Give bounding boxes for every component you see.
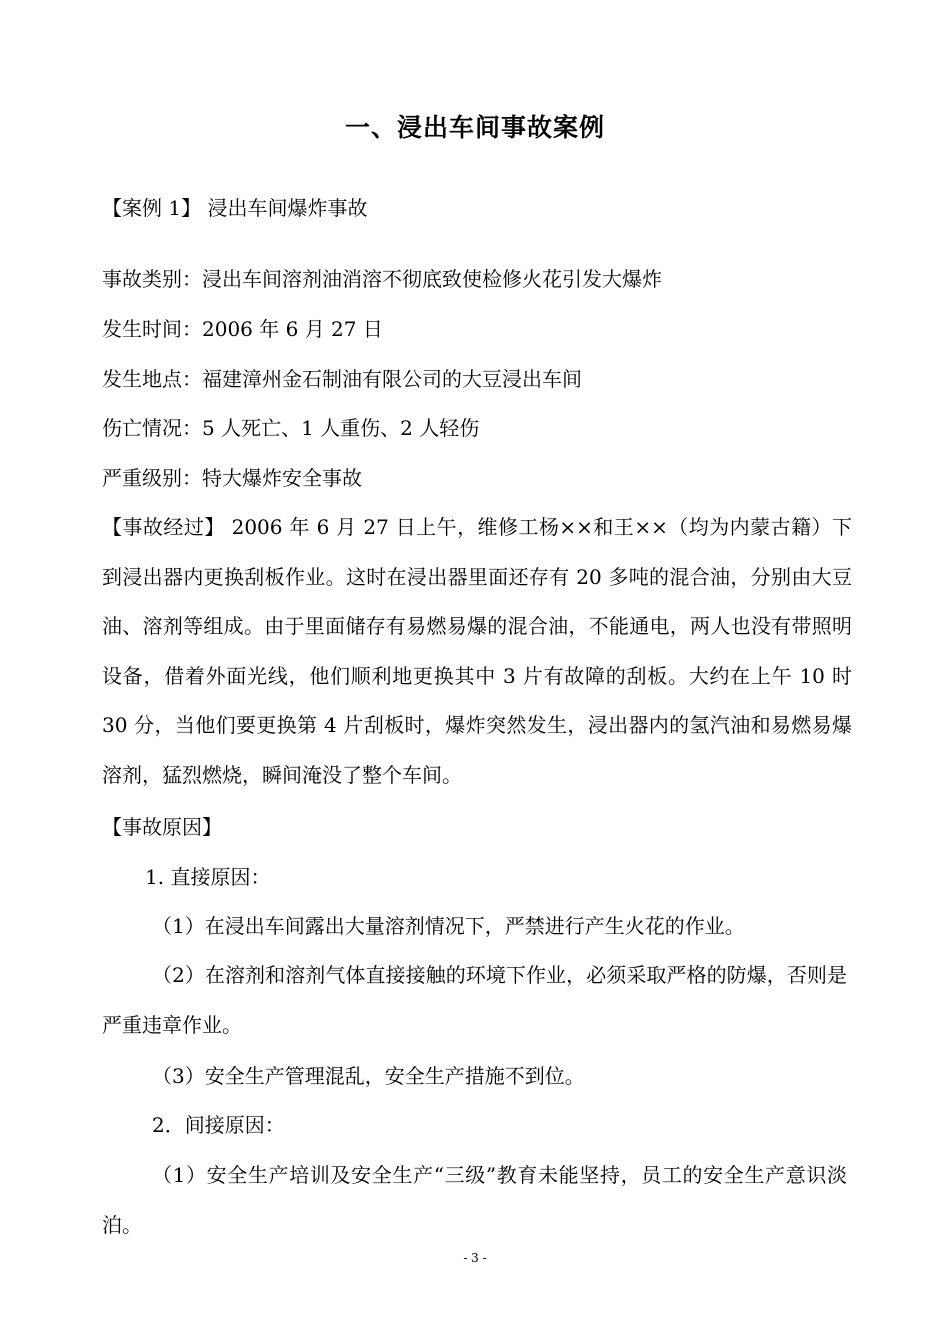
direct-cause-item-1: （1）在浸出车间露出大量溶剂情况下，严禁进行产生火花的作业。	[152, 914, 745, 938]
field-casualties: 伤亡情况：5 人死亡、1 人重伤、2 人轻伤	[102, 416, 480, 440]
indirect-cause-item-1: （1）安全生产培训及安全生产“三级”教育未能坚持，员工的安全生产意识淡泊。	[102, 1163, 847, 1237]
cause-heading: 【事故原因】	[102, 815, 222, 839]
case-heading: 【案例 1】 浸出车间爆炸事故	[102, 196, 368, 220]
direct-cause-heading: 1. 直接原因：	[145, 865, 271, 889]
direct-cause-item-2: （2）在溶剂和溶剂气体直接接触的环境下作业，必须采取严格的防爆，否则是严重违章作业。	[102, 963, 847, 1037]
field-location: 发生地点：福建漳州金石制油有限公司的大豆浸出车间	[102, 367, 582, 391]
page-number: - 3 -	[463, 1251, 487, 1265]
page-title: 一、浸出车间事故案例	[344, 113, 605, 142]
field-time: 发生时间：2006 年 6 月 27 日	[102, 317, 383, 341]
field-severity: 严重级别：特大爆炸安全事故	[102, 466, 362, 490]
direct-cause-item-3: （3）安全生产管理混乱，安全生产措施不到位。	[152, 1064, 585, 1088]
indirect-cause-heading: 2．间接原因：	[152, 1113, 285, 1137]
process-paragraph: 【事故经过】 2006 年 6 月 27 日上午，维修工杨××和王××（均为内蒙古籍）下到浸出器内更换刮板作业。这时在浸出器里面还存有 20 多吨的混合油，分别由大豆油、溶剂等组成。由于里面储存有易燃易爆的混合油，不能通电，两人也没有带照明设备，借着外面光线，他们顺利地更换其中 3 片有故障的刮板。大约在上午 10 时 30 分，当他们要更换第 4 片刮板时，爆炸突然发生，浸出器内的氢汽油和易燃易爆溶剂，猛烈燃烧，瞬间淹没了整个车间。	[102, 515, 852, 787]
field-category: 事故类别：浸出车间溶剂油消溶不彻底致使检修火花引发大爆炸	[102, 267, 662, 291]
